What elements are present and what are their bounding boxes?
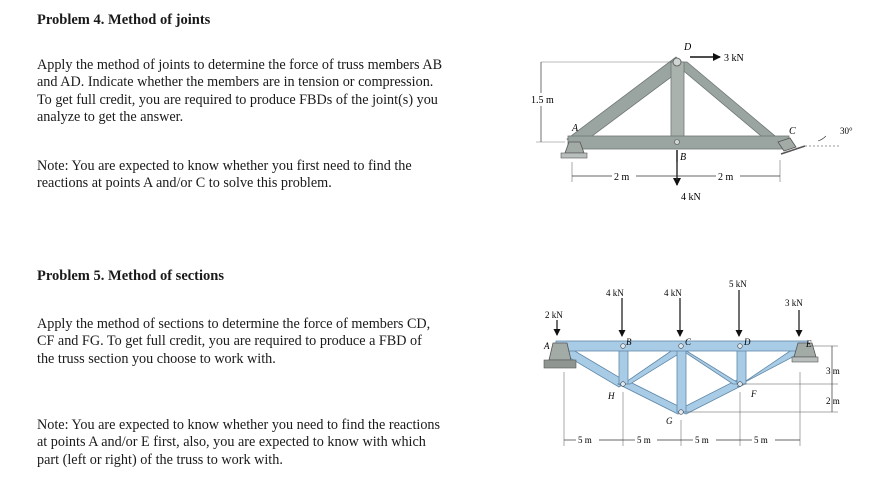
problem5-body — [37, 316, 430, 368]
node-label-A: A — [572, 123, 579, 134]
problem4-body-line: Apply the method of joints to determine the force of truss members AB — [37, 57, 443, 73]
problem5-heading: Problem 5. Method of sections — [37, 268, 224, 284]
member-HC — [623, 347, 685, 384]
span-label-4: 5 m — [754, 435, 768, 445]
problem5-note-line: Note: You are expected to know whether you need to find the reactions — [37, 417, 441, 433]
problem4-note-line: Note: You are expected to know whether you first need to find the — [37, 158, 412, 174]
problem5-note-line: at points A and/or E first, also, you are expected to know with which — [37, 434, 426, 451]
problem4-heading: Problem 4. Method of joints — [37, 12, 211, 28]
load-label-4kN: 4 kN — [681, 192, 701, 203]
problem5-body-line: CF and FG. To get full credit, you are required to produce a FBD of — [37, 333, 422, 350]
problem5-body-line: Apply the method of sections to determine the force of members CD, — [37, 316, 431, 332]
node-label-G: G — [666, 416, 673, 426]
node-label-C: C — [789, 126, 796, 137]
truss-figure-joints — [525, 30, 870, 215]
height-dimension-label: 3 m — [826, 366, 840, 376]
problem4-body — [37, 57, 442, 126]
problem5-note — [37, 417, 440, 469]
support-E — [794, 343, 816, 357]
node-label-E: E — [806, 339, 812, 349]
member-AD — [567, 57, 686, 148]
node-label-D: D — [684, 42, 692, 53]
angle-label: 30° — [840, 126, 853, 136]
span-label-3: 5 m — [695, 435, 709, 445]
pin-B — [675, 140, 680, 145]
node-label-H: H — [608, 391, 615, 401]
member-DF — [737, 348, 746, 384]
support-A-base — [544, 360, 576, 368]
problem4-note — [37, 158, 412, 193]
pin-C — [679, 344, 684, 349]
member-BH — [619, 348, 628, 384]
node-label-B: B — [680, 152, 687, 163]
problem5-body-line: the truss section you choose to work with. — [37, 350, 276, 367]
member-FC — [677, 347, 740, 384]
load-label-3kN: 3 kN — [724, 53, 744, 64]
height-dimension-label: 1.5 m — [531, 95, 554, 106]
node-label-A: A — [544, 341, 550, 351]
node-label-D: D — [744, 337, 751, 347]
support-E-rollers — [792, 357, 818, 362]
span-right-label: 2 m — [718, 172, 734, 183]
lower-dimension-label: 2 m — [826, 396, 840, 406]
truss-figure-sections — [525, 275, 870, 480]
pin-D — [673, 58, 681, 66]
pin-H — [621, 382, 626, 387]
pin-D — [738, 344, 743, 349]
node-label-B: B — [626, 337, 632, 347]
span-label-2: 5 m — [637, 435, 651, 445]
member-DB — [671, 62, 684, 144]
support-A — [549, 343, 571, 360]
load-label-3kN: 3 kN — [785, 298, 803, 308]
problem5-note-line: part (left or right) of the truss to work with. — [37, 451, 283, 468]
member-HG — [618, 380, 686, 414]
node-label-F: F — [751, 389, 757, 399]
problem4-note-line: reactions at points A and/or C to solve this problem. — [37, 175, 332, 192]
pin-F — [738, 382, 743, 387]
span-label-1: 5 m — [578, 435, 592, 445]
pin-G — [679, 410, 684, 415]
load-label-4kN-C: 4 kN — [664, 288, 682, 298]
pin-B — [621, 344, 626, 349]
member-DC — [673, 62, 787, 146]
problem4-body-line: and AD. Indicate whether the members are in tension or compression. — [37, 74, 434, 91]
problem4-body-line: To get full credit, you are required to produce FBDs of the joint(s) you — [37, 91, 438, 108]
span-left-label: 2 m — [614, 172, 630, 183]
member-GF — [678, 380, 745, 414]
load-label-4kN-B: 4 kN — [606, 288, 624, 298]
member-FE — [737, 347, 804, 387]
load-label-5kN: 5 kN — [729, 279, 747, 289]
support-A-base — [561, 153, 587, 158]
load-label-2kN: 2 kN — [545, 310, 563, 320]
problem4-body-line: analyze to get the answer. — [37, 108, 184, 125]
angle-arc — [818, 136, 826, 141]
member-CG — [677, 348, 686, 412]
node-label-C: C — [685, 337, 692, 347]
